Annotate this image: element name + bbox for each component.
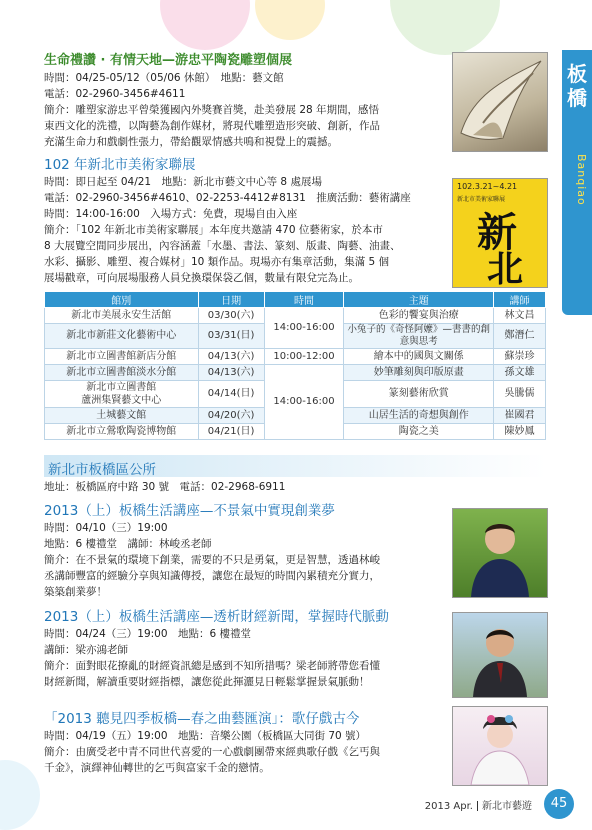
- lecture-time-location: 時間：04/24（三）19:00 地點：6 樓禮堂: [44, 628, 252, 640]
- table-row: [45, 365, 546, 381]
- event-desc: 水彩、攝影、雕塑、複合媒材」10 類作品。現場亦有集章活動，集滿 5 個: [44, 256, 390, 268]
- lecture-location: 地點：6 樓禮堂 講師：林峻丞老師: [44, 538, 212, 550]
- event-desc: 東西文化的洗禮，以陶藝為創作媒材，將現代雕塑造形突破、創新，作品: [44, 120, 380, 132]
- speaker-portrait: [453, 509, 547, 597]
- exhibition-poster: [452, 178, 548, 288]
- lecture-title: 2013（上）板橋生活講座—不景氣中實現創業夢: [44, 503, 335, 519]
- venue-cell: 土城藝文館: [45, 408, 199, 424]
- topic-cell: 篆刻藝術欣賞: [344, 381, 494, 408]
- event-desc: 充滿生命力和戲劇性張力，帶給觀眾情感共鳴和視覺上的震撼。: [44, 136, 338, 148]
- topic-cell: 妙筆雕刻與印版原畫: [344, 365, 494, 381]
- table-row: [45, 349, 546, 365]
- speaker-photo: [452, 508, 548, 598]
- opera-performer-photo: [452, 706, 548, 786]
- lecture-desc: 簡介：在不景氣的環境下創業，需要的不只是勇氣，更是智慧，透過林峻: [44, 554, 380, 566]
- lecture-desc: 財經新聞，解讀重要財經指標，讓您從此揮灑見日輕鬆掌握景氣脈動！: [44, 676, 370, 688]
- time-cell: 10:00-12:00: [264, 349, 344, 365]
- decor-bubble: [255, 0, 325, 40]
- poster-title: 新北市美術家聯展: [457, 196, 506, 203]
- poster-big-char: 北: [487, 248, 524, 288]
- speaker-cell: 吳騰儒: [494, 381, 546, 408]
- speaker-photo: [452, 612, 548, 698]
- date-cell: 03/30(六): [198, 308, 264, 324]
- decor-bubble: [0, 760, 40, 830]
- lecture-opera: [44, 710, 449, 776]
- footer-separator: [477, 801, 478, 811]
- performer-portrait: [453, 707, 547, 785]
- venue-cell: 新北市立圖書館淡水分館: [45, 365, 199, 381]
- lecture-time: 時間：04/10（三）19:00: [44, 522, 168, 534]
- decor-bubble: [390, 0, 500, 55]
- date-cell: 04/13(六): [198, 365, 264, 381]
- sculpture-image: [453, 53, 547, 151]
- event-activity-time: 時間：14:00-16:00 入場方式：免費，現場自由入座: [44, 208, 298, 220]
- speaker-cell: 崔國君: [494, 408, 546, 424]
- lecture-desc: 丞講師豐富的經驗分享與知識傳授，讓您在最短的時間內累積充分實力，: [44, 570, 380, 582]
- speaker-cell: 陳妙鳳: [494, 424, 546, 440]
- date-cell: 04/13(六): [198, 349, 264, 365]
- lecture-title: 「2013 聽見四季板橋—春之曲藝匯演」：歌仔戲古今: [44, 711, 360, 727]
- col-header: 館別: [45, 292, 199, 308]
- footer-issue: 2013 Apr.: [424, 801, 473, 812]
- date-cell: 03/31(日): [198, 324, 264, 349]
- topic-cell: 陶瓷之美: [344, 424, 494, 440]
- venue-cell: [45, 381, 199, 408]
- col-header: 講師: [494, 292, 546, 308]
- sidebar-subtitle: Banqiao: [575, 154, 588, 206]
- lecture-speaker: 講師：梁亦鴻老師: [44, 644, 128, 656]
- lecture-desc: 簡介：由廣受老中青不同世代喜愛的一心戲劇團帶來經典歌仔戲《乞丐與: [44, 746, 380, 758]
- speaker-portrait: [453, 613, 547, 697]
- office-title: 新北市板橋區公所: [48, 462, 156, 478]
- ceramic-sculpture-photo: [452, 52, 548, 152]
- table-row: [45, 308, 546, 324]
- lecture-time-location: 時間：04/19（五）19:00 地點：音樂公園（板橋區大同街 70 號）: [44, 730, 367, 742]
- venue-line: 新北市立圖書館: [86, 382, 157, 393]
- poster-date: 102.3.21~4.21: [457, 182, 518, 191]
- topic-cell: 山居生活的奇想與創作: [344, 408, 494, 424]
- topic-cell: 色彩的饗宴與治療: [344, 308, 494, 324]
- date-cell: 04/21(日): [198, 424, 264, 440]
- event-title: 生命禮讚 · 有情天地—游忠平陶瓷雕塑個展: [44, 53, 292, 68]
- event-phone: 電話：02-2960-3456#4610、02-2253-4412#8131 推廣活動：藝術講座: [44, 192, 411, 204]
- col-header: 時間: [264, 292, 344, 308]
- venue-cell: 新北市立圖書館新店分館: [45, 349, 199, 365]
- speaker-cell: 林文昌: [494, 308, 546, 324]
- venue-cell: 新北市新莊文化藝術中心: [45, 324, 199, 349]
- event-title: 102 年新北市美術家聯展: [44, 157, 196, 173]
- event-desc: 簡介：「102 年新北市美術家聯展」本年度共邀請 470 位藝術家，於本市: [44, 224, 383, 236]
- topic-cell: 繪本中的國與文關係: [344, 349, 494, 365]
- lecture-schedule-table: [44, 291, 546, 440]
- time-cell: 14:00-16:00: [264, 365, 344, 440]
- event-desc: 簡介：雕塑家游忠平曾榮獲國內外獎賽首獎，赴美發展 28 年期間，感悟: [44, 104, 380, 116]
- topic-cell: 小兔子的《奇怪阿嬤》—書書的創意與思考: [344, 324, 494, 349]
- venue-cell: 新北市立鶯歌陶瓷博物館: [45, 424, 199, 440]
- event-time-location: 時間：即日起至 04/21 地點：新北市藝文中心等 8 處展場: [44, 176, 322, 188]
- col-header: 主題: [344, 292, 494, 308]
- date-cell: 04/20(六): [198, 408, 264, 424]
- event-desc: 展場戳章，可向展場服務人員兌換環保袋乙個，數量有限兌完為止。: [44, 272, 359, 284]
- col-header: 日期: [198, 292, 264, 308]
- lecture-entrepreneur: [44, 502, 449, 600]
- lecture-desc: 簡介：面對眼花撩亂的財經資訊總是感到不知所措嗎？梁老師將帶您看懂: [44, 660, 380, 672]
- venue-line: 蘆洲集賢藝文中心: [81, 395, 162, 406]
- speaker-cell: 孫文雄: [494, 365, 546, 381]
- lecture-finance: [44, 608, 449, 690]
- lecture-title: 2013（上）板橋生活講座—透析財經新聞，掌握時代脈動: [44, 609, 389, 625]
- event-phone: 電話：02-2960-3456#4611: [44, 88, 186, 100]
- decor-bubble: [160, 0, 250, 50]
- footer-magazine: 新北市藝遊: [482, 801, 532, 812]
- office-address: 地址：板橋區府中路 30 號 電話：02-2968-6911: [44, 481, 286, 493]
- time-cell: 14:00-16:00: [264, 308, 344, 349]
- event-desc: 8 大展覽空間同步展出，內容涵蓋「水墨、書法、篆刻、版畫、陶藝、油畫、: [44, 240, 401, 252]
- venue-cell: 新北市美展永安生活館: [45, 308, 199, 324]
- poster-big-char: 新: [477, 209, 517, 256]
- speaker-cell: 鄭潛仁: [494, 324, 546, 349]
- sidebar-title: 板橋: [567, 62, 587, 110]
- date-cell: 04/14(日): [198, 381, 264, 408]
- lecture-desc: 千金》，演繹神仙轉世的乞丐與富家千金的戀情。: [44, 762, 270, 774]
- event-time-location: 時間：04/25-05/12（05/06 休館） 地點：藝文館: [44, 72, 284, 84]
- lecture-desc: 築築創業夢！: [44, 586, 107, 598]
- page-number: 45: [544, 789, 574, 819]
- footer-info: [425, 797, 532, 812]
- speaker-cell: 蘇崇珍: [494, 349, 546, 365]
